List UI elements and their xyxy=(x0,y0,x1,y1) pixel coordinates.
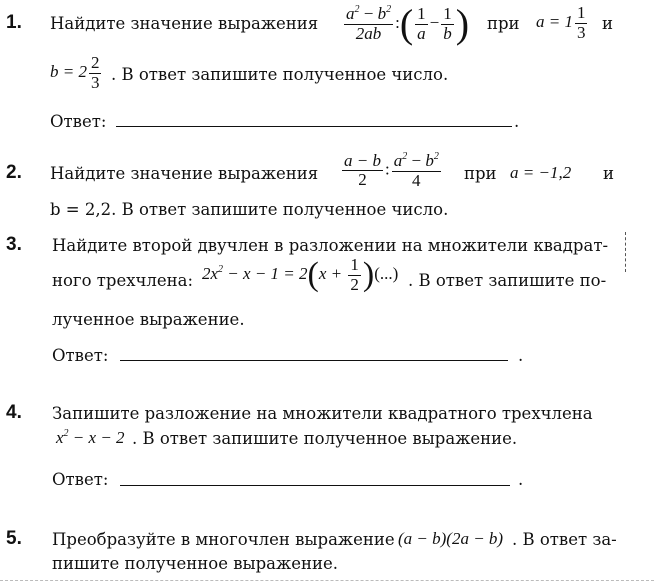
task-4-answer-end: . xyxy=(518,470,524,489)
task-3-answer-label: Ответ: xyxy=(52,346,109,365)
task-3-line1: Найдите второй двучлен в разложении на множители квадрат- xyxy=(52,236,609,255)
task-1-tail: . В ответ запишите полученное число. xyxy=(111,65,449,84)
task-3-line3: лученное выражение. xyxy=(52,310,245,329)
task-5-number: 5. xyxy=(6,528,22,549)
page-edge-dash xyxy=(625,232,626,272)
task-3-number: 3. xyxy=(6,234,22,255)
task-3-answer-line[interactable] xyxy=(120,360,508,361)
task-5-line1-tail: . В ответ за- xyxy=(512,530,617,549)
task-1-number: 1. xyxy=(6,12,22,33)
task-4-answer-label: Ответ: xyxy=(52,470,109,489)
task-3-expression: $2x^2 - x - 1 = 2(x$ + $\frac{1}{2}$ )(...) xyxy=(202,255,399,294)
task-2-line2: b = 2,2. В ответ запишите полученное число. xyxy=(50,200,449,219)
task-4-number: 4. xyxy=(6,402,22,423)
task-3-answer-end: . xyxy=(518,346,524,365)
task-2-number: 2. xyxy=(6,162,22,183)
task-3-line2-tail: . В ответ запишите по- xyxy=(408,271,607,290)
task-2-a-value: a = −1,2 xyxy=(510,163,572,182)
task-1-lead: Найдите значение выражения xyxy=(50,14,319,33)
task-1-a-value: a = 1 $\frac{1}{3}$ xyxy=(536,3,586,42)
task-1-conj: и xyxy=(602,14,613,33)
task-1-b-value: b = 2 $\frac{2}{3}$ xyxy=(50,53,100,92)
task-5-expression: (a − b)(2a − b) xyxy=(398,529,504,548)
task-4-line2-tail: . В ответ запишите полученное выражение. xyxy=(132,429,518,448)
task-5-line2: пишите полученное выражение. xyxy=(52,554,338,573)
task-2-conj: и xyxy=(603,164,614,183)
page-bottom-dash xyxy=(0,580,654,581)
task-1-pri: при xyxy=(487,14,520,33)
task-1-answer-label: Ответ: xyxy=(50,112,107,131)
task-1-expression: $\frac{a^2 - b^2}{2ab}$ :( $\frac{1}{a}$ − $\frac{1}{b}$ ) xyxy=(346,1,470,46)
task-4-expression: $x^2 - x - 2$ xyxy=(56,428,125,447)
task-2-pri: при xyxy=(464,164,497,183)
task-2-expression: $\frac{a - b}{2}$ : $\frac{a^2 - b^2}{4}$ xyxy=(344,150,439,190)
task-5-line1-lead: Преобразуйте в многочлен выражение xyxy=(52,530,395,549)
task-1-answer-end: . xyxy=(514,112,520,131)
task-3-line2-lead: ного трехчлена: xyxy=(52,271,194,290)
task-1-answer-line[interactable] xyxy=(116,126,512,127)
task-2-lead: Найдите значение выражения xyxy=(50,164,319,183)
task-4-line1: Запишите разложение на множители квадратного трехчлена xyxy=(52,404,593,423)
task-4-answer-line[interactable] xyxy=(120,485,510,486)
